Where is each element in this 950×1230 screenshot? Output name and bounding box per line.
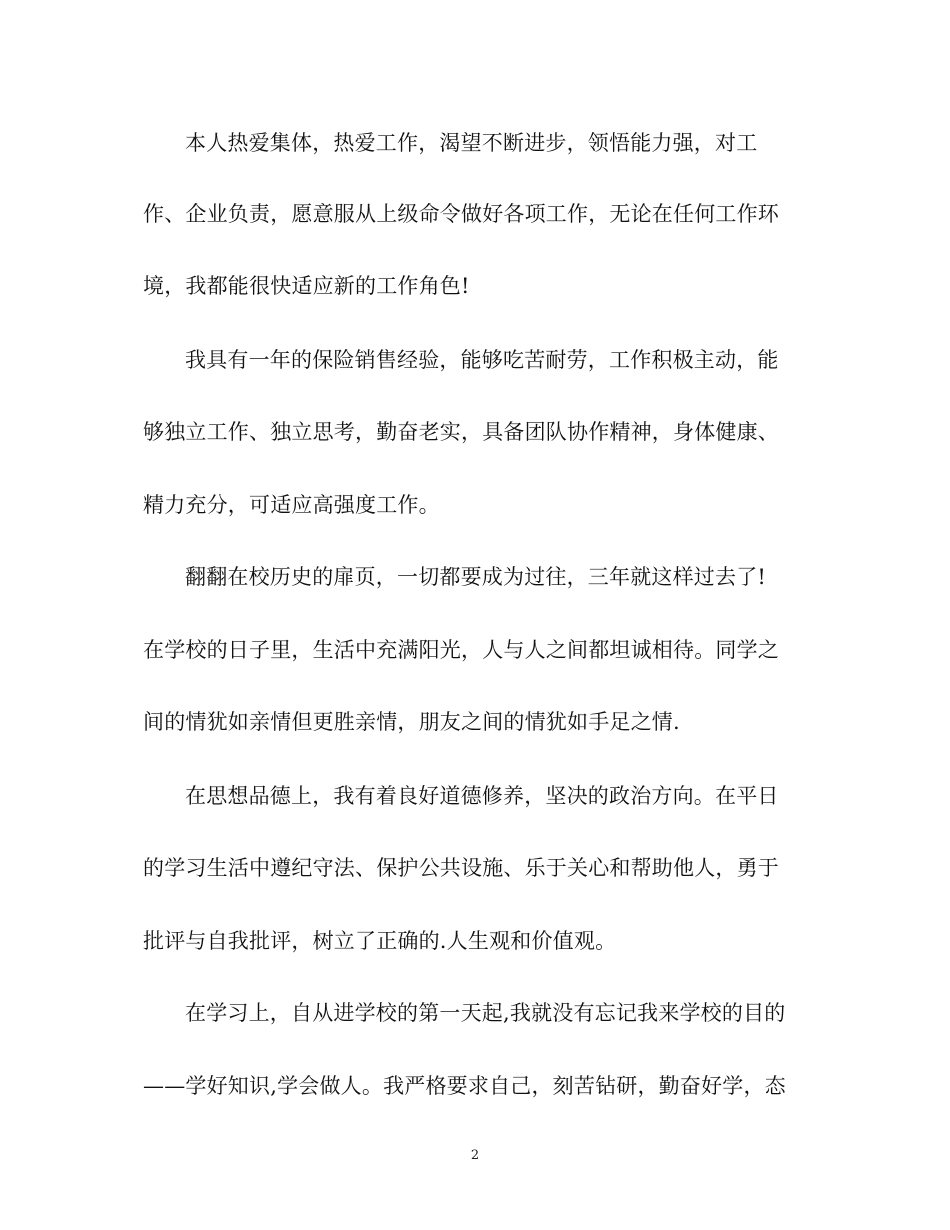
paragraph-1-line-3: 境，我都能很快适应新的工作角色! xyxy=(143,274,470,298)
paragraph-1-line-2: 作、企业负责，愿意服从上级命令做好各项工作，无论在任何工作环 xyxy=(143,202,779,226)
paragraph-3-line-3: 间的情犹如亲情但更胜亲情，朋友之间的情犹如手足之情. xyxy=(143,710,680,734)
paragraph-4-line-3: 批评与自我批评，树立了正确的.人生观和价值观。 xyxy=(143,929,617,953)
paragraph-1-line-1: 本人热爱集体，热爱工作，渴望不断进步，领悟能力强，对工 xyxy=(185,131,758,155)
paragraph-4-line-1: 在思想品德上，我有着良好道德修养，坚决的政治方向。在平日 xyxy=(185,784,779,808)
paragraph-4-line-2: 的学习生活中遵纪守法、保护公共设施、乐于关心和帮助他人，勇于 xyxy=(143,856,779,880)
paragraph-3-line-1: 翻翻在校历史的扉页，一切都要成为过往，三年就这样过去了! xyxy=(185,565,767,589)
paragraph-2-line-2: 够独立工作、独立思考，勤奋老实，具备团队协作精神，身体健康、 xyxy=(143,420,779,444)
paragraph-2-line-1: 我具有一年的保险销售经验，能够吃苦耐劳，工作积极主动，能 xyxy=(185,348,779,372)
paragraph-5-line-2: ——学好知识,学会做人。我严格要求自己，刻苦钻研，勤奋好学，态 xyxy=(143,1074,786,1098)
paragraph-5-line-1: 在学习上，自从进学校的第一天起,我就没有忘记我来学校的目的 xyxy=(185,1001,786,1025)
paragraph-2-line-3: 精力充分，可适应高强度工作。 xyxy=(143,493,440,517)
page-number: 2 xyxy=(470,1148,480,1163)
paragraph-3-line-2: 在学校的日子里，生活中充满阳光，人与人之间都坦诚相待。同学之 xyxy=(143,638,779,662)
